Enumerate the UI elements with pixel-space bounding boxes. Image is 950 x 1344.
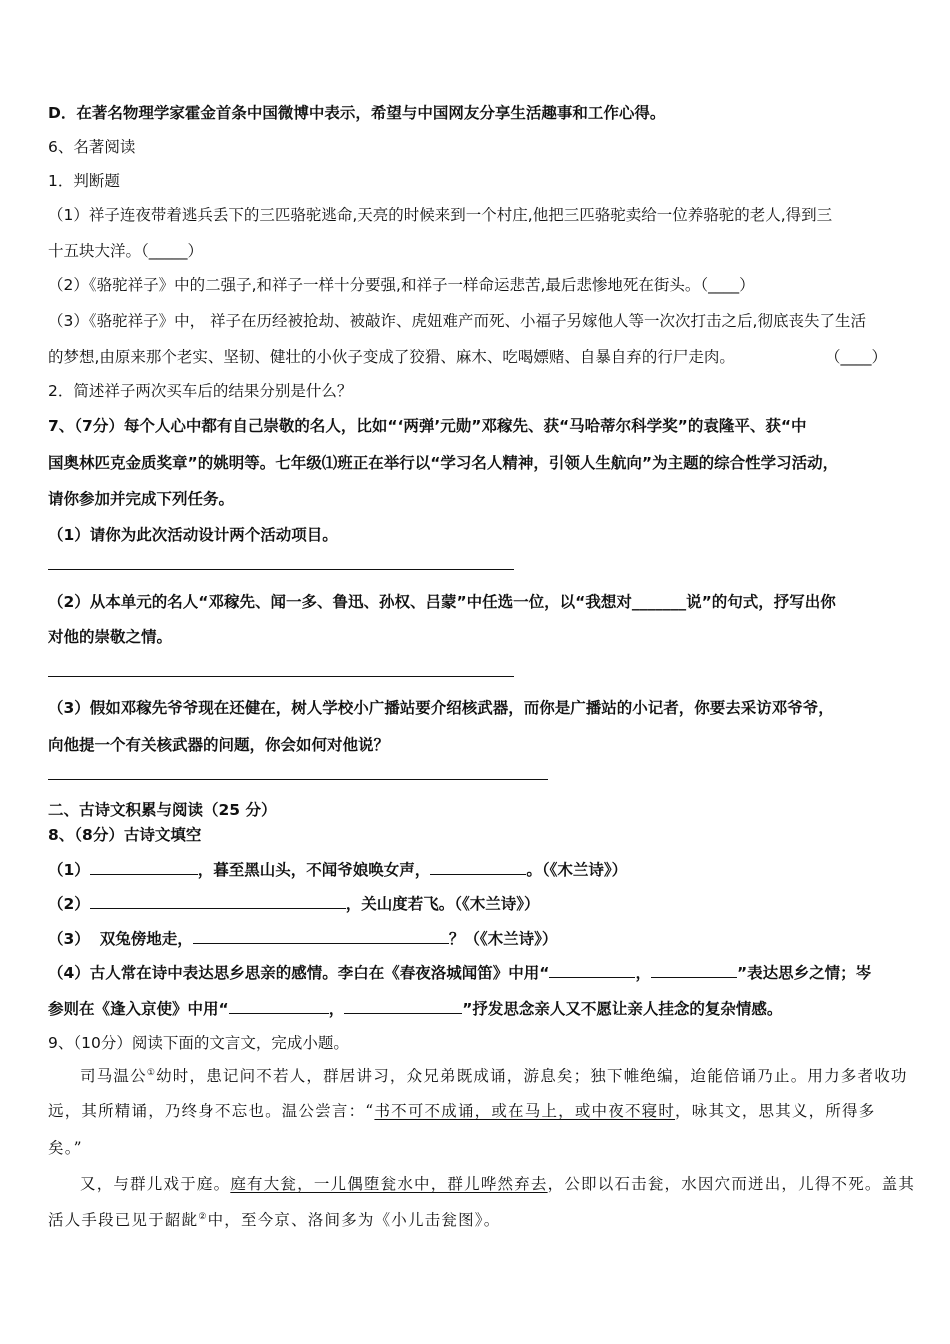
q8-fill4-line1-suffix: ”表达思乡之情；岑 <box>737 964 872 982</box>
q8-fill1-blank-a[interactable] <box>90 859 198 875</box>
q7-task2-line1: （2）从本单元的名人“邓稼先、闻一多、鲁迅、孙权、吕蒙”中任选一位，以“我想对_______说”的句式，抒写出你 <box>48 593 836 611</box>
q7-task3-line2: 向他提一个有关核武器的问题，你会如何对他说？ <box>48 736 390 754</box>
q9-p1-text: 幼时，患记问不若人，群居讲习，众兄弟既成诵，游息矣；独下帷绝编，迨能倍诵乃止。用力多者收功 <box>156 1067 908 1085</box>
q8-fill3-source: ？（《木兰诗》） <box>448 930 558 948</box>
q5-option-d: D．在著名物理学家霍金首条中国微博中表示，希望与中国网友分享生活趣事和工作心得。 <box>48 104 666 122</box>
q8-fill1-blank-b[interactable] <box>430 859 526 875</box>
q6-item3-line2: 的梦想,由原来那个老实、坚韧、健壮的小伙子变成了狡猾、麻木、吃喝嫖赌、自暴自弃的行尸走肉。 <box>48 348 735 366</box>
q6-item1-line2: 十五块大洋。（_____） <box>48 242 204 260</box>
q7-task1: （1）请你为此次活动设计两个活动项目。 <box>48 526 338 544</box>
q6-sub1-heading: 1．判断题 <box>48 172 120 190</box>
q7-task3-line1: （3）假如邓稼先爷爷现在还健在，树人学校小广播站要介绍核武器，而你是广播站的小记者，你要去采访邓爷爷， <box>48 699 834 717</box>
q8-fill3 <box>48 928 557 949</box>
q8-fill2 <box>48 893 540 914</box>
q8-title: 8、（8分）古诗文填空 <box>48 826 202 844</box>
q6-title: 6、名著阅读 <box>48 138 136 156</box>
q8-fill2-source: ，关山度若飞。（《木兰诗》） <box>345 895 540 913</box>
q8-fill2-number: （2） <box>48 895 90 913</box>
q9-passage-p2-line2 <box>48 1210 500 1230</box>
q7-task2-line2: 对他的崇敬之情。 <box>48 628 173 646</box>
q9-p2-text: 活人手段已见于龆龀 <box>48 1211 199 1229</box>
footnote-marker-2: ② <box>198 1211 208 1222</box>
q8-fill4-line2-comma: ， <box>328 1000 345 1018</box>
q8-fill4-line2-suffix: ”抒发思念亲人又不愿让亲人挂念的复杂情感。 <box>462 1000 783 1018</box>
q8-fill2-blank[interactable] <box>90 893 346 909</box>
q9-underlined-sentence-2: 庭有大瓮，一儿偶堕瓮水中，群儿哗然弃去 <box>230 1175 548 1193</box>
q7-task3-answer-line[interactable] <box>48 779 548 780</box>
q9-passage-p1-line2 <box>48 1101 875 1121</box>
q6-item2: （2）《骆驼祥子》中的二强子,和祥子一样十分要强,和祥子一样命运悲苦,最后悲惨地死在街头。（____） <box>48 276 755 294</box>
q8-fill1 <box>48 859 627 880</box>
q8-fill1-source: 。（《木兰诗》） <box>526 861 628 879</box>
q8-fill4-line1-comma: ， <box>635 964 651 982</box>
q7-intro-line2: 国奥林匹克金质奖章”的姚明等。七年级⑴班正在举行以“学习名人精神，引领人生航向”为主题的综合性学习活动， <box>48 454 839 472</box>
section2-title: 二、古诗文积累与阅读（25 分） <box>48 801 277 819</box>
q8-fill4-line1-prefix: （4）古人常在诗中表达思乡思亲的感情。李白在《春夜洛城闻笛》中用“ <box>48 964 550 982</box>
q8-fill4-line1 <box>48 962 871 983</box>
q6-item1-line1: （1）祥子连夜带着逃兵丢下的三匹骆驼逃命,天亮的时候来到一个村庄,他把三匹骆驼卖给一位养骆驼的老人,得到三 <box>48 206 833 224</box>
q9-p2-text: 又，与群儿戏于庭。 <box>80 1175 231 1193</box>
q8-fill4-blank-b[interactable] <box>651 962 737 978</box>
q8-fill4-line2-prefix: 参则在《逢入京使》中用“ <box>48 1000 229 1018</box>
q6-sub2-question: 2．简述祥子两次买车后的结果分别是什么？ <box>48 382 353 400</box>
q9-p1-text: ，咏其文，思其义，所得多 <box>675 1102 876 1120</box>
q8-fill1-text: ，暮至黑山头，不闻爷娘唤女声， <box>197 861 431 879</box>
q8-fill4-blank-a[interactable] <box>549 962 635 978</box>
q6-item3-line1: （3）《骆驼祥子》中， 祥子在历经被抢劫、被敲诈、虎妞难产而死、小福子另嫁他人等一次次打击之后,彻底丧失了生活 <box>48 312 866 330</box>
q7-intro-line3: 请你参加并完成下列任务。 <box>48 490 235 508</box>
q8-fill4-line2 <box>48 998 782 1019</box>
q8-fill3-blank[interactable] <box>193 928 449 944</box>
q9-passage-p2-line1 <box>80 1174 915 1194</box>
q8-fill3-text: 双兔傍地走， <box>99 930 193 948</box>
q8-fill3-number: （3） <box>48 930 90 948</box>
q9-underlined-sentence-1: 书不可不成诵，或在马上，或中夜不寝时 <box>374 1102 676 1120</box>
q7-task2-answer-line[interactable] <box>48 676 514 677</box>
q9-p2-text: 中，至今京、洛间多为《小儿击瓮图》。 <box>207 1211 501 1229</box>
footnote-marker-1: ① <box>146 1067 157 1078</box>
q9-p2-text: ，公即以石击瓮，水因穴而迸出，儿得不死。盖其 <box>547 1175 916 1193</box>
q9-title: 9、（10分）阅读下面的文言文，完成小题。 <box>48 1034 349 1052</box>
q8-fill4-blank-c[interactable] <box>229 998 329 1014</box>
q9-p1-text: 远，其所精诵，乃终身不忘也。温公尝言：“ <box>48 1102 375 1120</box>
q8-fill1-number: （1） <box>48 861 90 879</box>
q7-task1-answer-line[interactable] <box>48 569 514 570</box>
q8-fill4-blank-d[interactable] <box>344 998 462 1014</box>
q7-intro-line1: 7、（7分）每个人心中都有自己崇敬的名人，比如“‘两弹’元勋”邓稼先、获“马哈蒂尔科学奖”的袁隆平、获“中 <box>48 417 807 435</box>
q9-passage-p1-line1 <box>80 1066 908 1086</box>
q9-p1-text: 司马温公 <box>80 1067 147 1085</box>
q9-passage-p1-line3: 矣。” <box>48 1139 83 1157</box>
q6-item3-answer-blank[interactable]: （____） <box>825 348 888 366</box>
